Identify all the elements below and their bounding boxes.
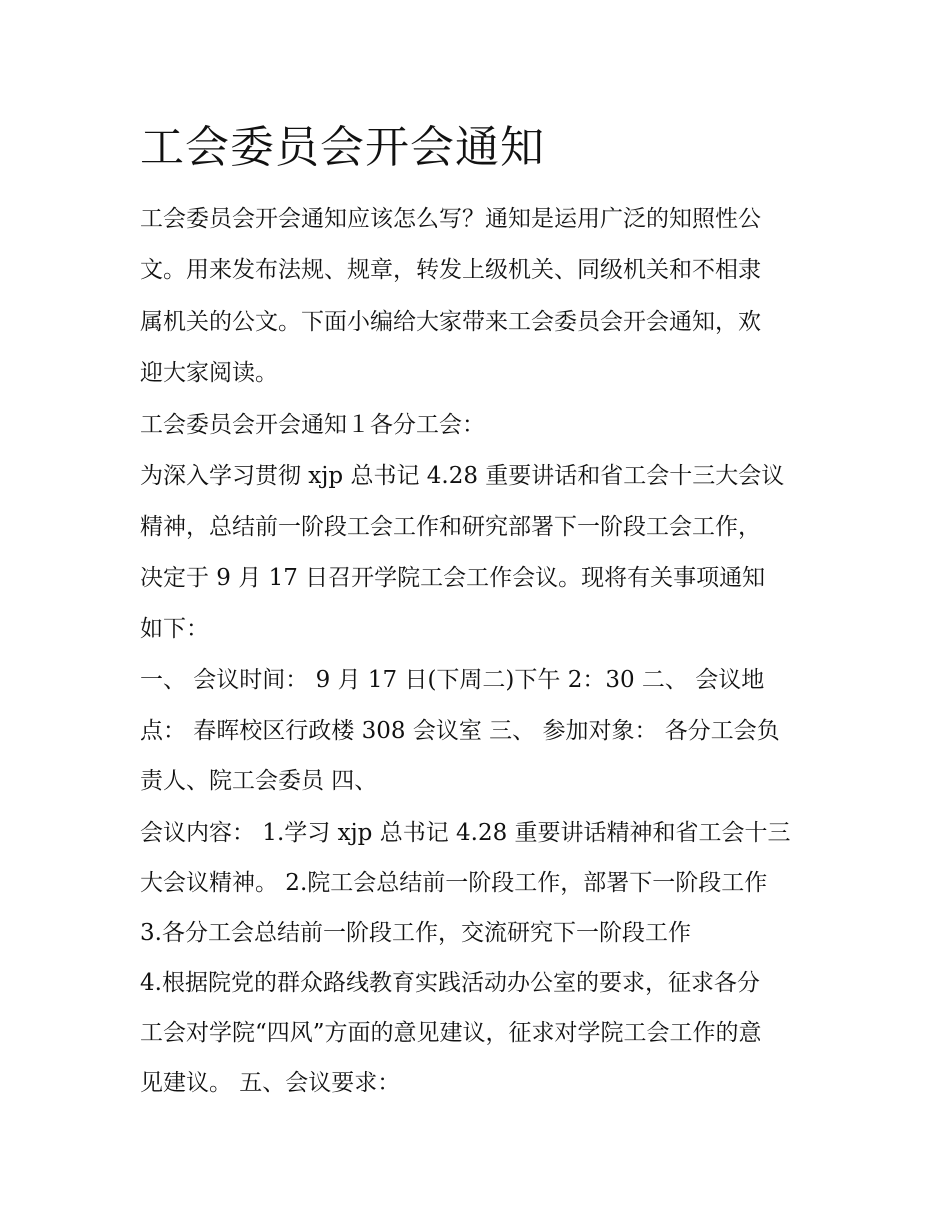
paragraph-line: 工会委员会开会通知应该怎么写？通知是运用广泛的知照性公 <box>140 206 761 232</box>
paragraph-line: 见建议。 五、会议要求： <box>140 1070 401 1096</box>
paragraph-line: 责人、院工会委员 四、 <box>140 768 378 794</box>
document-title: 工会委员会开会通知 <box>140 122 545 173</box>
paragraph-line: 决定于 9 月 17 日召开学院工会工作会议。现将有关事项通知 <box>140 565 766 591</box>
paragraph-line: 为深入学习贯彻 xjp 总书记 4.28 重要讲话和省工会十三大会议 <box>140 463 785 489</box>
paragraph-line: 工会对学院“四风”方面的意见建议，征求对学院工会工作的意 <box>140 1020 762 1046</box>
paragraph-line: 4.根据院党的群众路线教育实践活动办公室的要求，征求各分 <box>140 970 760 996</box>
paragraph-line: 点： 春晖校区行政楼 308 会议室 三、 参加对象： 各分工会负 <box>140 718 780 744</box>
paragraph-line: 迎大家阅读。 <box>140 360 278 386</box>
paragraph-line: 文。用来发布法规、规章，转发上级机关、同级机关和不相隶 <box>140 257 761 283</box>
paragraph-line: 如下： <box>140 616 209 642</box>
paragraph-line: 会议内容： 1.学习 xjp 总书记 4.28 重要讲话精神和省工会十三 <box>140 820 791 846</box>
paragraph-line: 工会委员会开会通知１各分工会： <box>140 412 485 438</box>
paragraph-line: 3.各分工会总结前一阶段工作，交流研究下一阶段工作 <box>140 920 691 946</box>
paragraph-line: 精神，总结前一阶段工会工作和研究部署下一阶段工会工作， <box>140 514 761 540</box>
paragraph-line: 大会议精神。 2.院工会总结前一阶段工作，部署下一阶段工作 <box>140 870 768 896</box>
paragraph-line: 属机关的公文。下面小编给大家带来工会委员会开会通知，欢 <box>140 309 761 335</box>
paragraph-line: 一、 会议时间： 9 月 17 日(下周二)下午 2：30 二、 会议地 <box>140 667 765 693</box>
